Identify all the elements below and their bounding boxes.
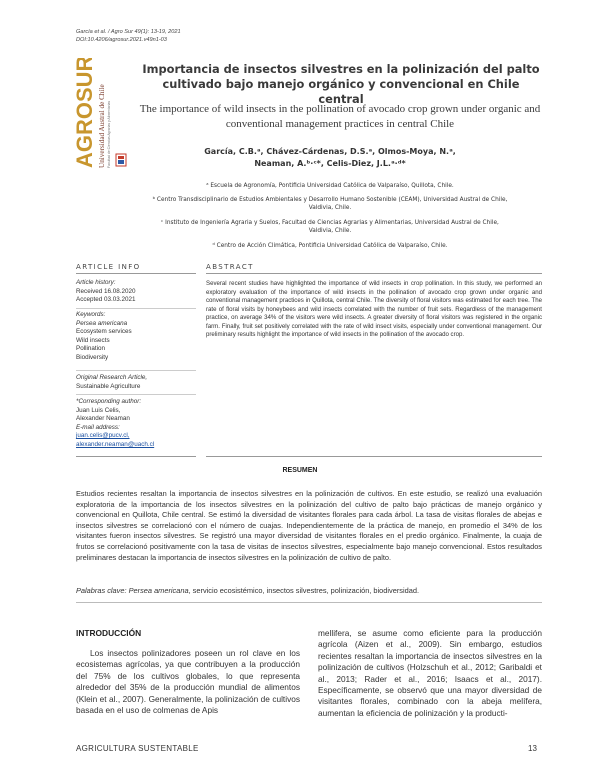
article-type-value: Sustainable Agriculture bbox=[76, 382, 141, 390]
resumen-text: Estudios recientes resaltan la importancia de insectos silvestres en la polinización de cultivos. En este estudio, se realizó una evaluación exploratoria de la importancia de los insectos silvestres en la polinización del cultivo de palto bajo prácticas de manejo orgánico y convencional en Quillota, Chile central. Se estimó la diversidad de visitantes florales para cada árbol. La tasa de visitas florales de abejas e insectos silvestres se correlacionó con el número de cuajas. Independientemente de la práctica de manejo, en promedio el 34% de los visitantes fueron insectos silvestres. Se registró una mayor diversidad de visitantes florales en el predio orgánico. Finalmente, la cuaja de frutos se correlacionó positivamente con la tasa de visitas de insectos silvestres, especialmente bajo manejo convencional. Estos resultados preliminares destacan la importancia de insectos silvestres en la polinización de cultivo de palto. bbox=[76, 489, 542, 562]
accepted-date: Accepted 03.03.2021 bbox=[76, 296, 136, 304]
palabras-clave-rest: , servicio ecosistémico, insectos silvestres, polinización, biodiversidad. bbox=[188, 586, 420, 595]
authors-line-1: García, C.B.ᵃ, Chávez-Cárdenas, D.S.ᵃ, Olmos-Moya, N.ᵃ, bbox=[204, 147, 456, 156]
logo-faculty: Facultad de Ciencias Agrarias y Alimentarias bbox=[107, 100, 111, 168]
footer-journal-section: AGRICULTURA SUSTENTABLE bbox=[76, 744, 199, 753]
email-label: E-mail address: bbox=[76, 423, 120, 431]
divider bbox=[76, 394, 196, 395]
keywords-label: Keywords: bbox=[76, 311, 106, 318]
palabras-clave-label: Palabras clave: bbox=[76, 586, 127, 595]
keyword: Wild insects bbox=[76, 336, 110, 344]
corresponding-name: Alexander Neaman bbox=[76, 415, 130, 423]
running-header bbox=[76, 28, 181, 44]
divider bbox=[76, 308, 196, 309]
divider bbox=[76, 602, 542, 603]
divider bbox=[206, 273, 542, 274]
email-link[interactable]: juan.celis@pucv.cl, bbox=[76, 432, 130, 440]
keyword: Persea americana bbox=[76, 319, 128, 327]
affiliation-c: ᶜ Instituto de Ingeniería Agraria y Suelos, Facultad de Ciencias Agrarias y Alimentarias, Universidad Austral de Chile, Valdivia, Chile. bbox=[161, 220, 499, 235]
doi: DOI:10.4206/agrosur.2021.v49n1-03 bbox=[76, 37, 167, 43]
authors-line-2: Neaman, A.ᵇ·ᶜ*, Celis-Diez, J.L.ᵃ·ᵈ* bbox=[254, 159, 406, 168]
divider bbox=[76, 456, 196, 457]
divider bbox=[206, 456, 542, 457]
article-type-label: Original Research Article, bbox=[76, 374, 148, 381]
authors bbox=[180, 146, 480, 170]
corresponding-label: *Corresponding author: bbox=[76, 398, 142, 405]
article-info-heading: ARTICLE INFO bbox=[76, 263, 141, 271]
corresponding-author bbox=[76, 398, 172, 450]
email-link[interactable]: alexander.neaman@uach.cl bbox=[76, 440, 155, 448]
affiliation-a: ᵃ Escuela de Agronomía, Pontificia Universidad Católica de Valparaíso, Quillota, Chile. bbox=[206, 183, 454, 189]
keyword: Ecosystem services bbox=[76, 328, 132, 336]
resumen-heading: RESUMEN bbox=[282, 467, 318, 474]
keyword: Pollination bbox=[76, 345, 106, 353]
article-history bbox=[76, 279, 172, 305]
citation: García et al. / Agro Sur 49(1): 13-19, 2021 bbox=[76, 29, 181, 35]
logo-wordmark: AGROSUR bbox=[72, 58, 97, 168]
logo-university: Universidad Austral de Chile bbox=[98, 84, 106, 168]
introduction-heading: INTRODUCCIÓN bbox=[76, 628, 142, 638]
page-number: 13 bbox=[528, 744, 537, 753]
intro-right-column: mellifera, se asume como eficiente para la producción agrícola (Aizen et al., 2009). Sin embargo, estudios recientes resaltan la importancia de insectos silvestres en la polinización de cultivos (Holzschuh et al., 2012; Garibaldi et al., 2013; Rader et al., 2016; Isaacs et al., 2017). Específicamente, se observó que una mayor diversidad de visitantes florales, combinado con la abeja melífera, aumentan la eficiencia de polinización y la producti- bbox=[318, 628, 542, 718]
palabras-clave bbox=[76, 586, 542, 596]
abstract-text: Several recent studies have highlighted the importance of wild insects in crop pollination. In this study, we performed an exploratory evaluation of the importance of wild insects in the pollination of avocado crop grown under organic and conventional management practices in Quillota, central Chile. The diversity of floral visitors was estimated for each tree. The rate of floral visits by honeybees and wild insects correlated with the number of fruit sets. Regardless of the management practice, on average 34% of the visitors were wild insects. A greater diversity of floral visitors was registered in the organic farm. Finally, fruit set positively correlated with the rate of wild insect visits, especially under conventional management. Our preliminary results highlight the importance of wild insects in the pollination of the avocado crop. bbox=[206, 280, 542, 339]
history-label: Article history: bbox=[76, 279, 116, 286]
intro-left-column: Los insectos polinizadores poseen un rol clave en los ecosistemas agrícolas, ya que contribuyen a la producción del 75% de los cultivos globales, lo que representa alrededor del 35% de la producción mundial de alimentos (Klein et al., 2007). Generalmente, la polinización de cultivos basada en el uso de colmenas de Apis bbox=[76, 648, 300, 716]
article-type bbox=[76, 374, 172, 391]
title-spanish: Importancia de insectos silvestres en la polinización del palto cultivado bajo manejo orgánico y convencional en Chile central bbox=[142, 62, 540, 106]
affiliation-b: ᵇ Centro Transdisciplinario de Estudios Ambientales y Desarrollo Humano Sostenible (CEAM), Universidad Austral de Chile, Valdivia, Chile. bbox=[152, 197, 508, 212]
keyword: Biodiversity bbox=[76, 353, 109, 361]
palabras-clave-first: Persea americana bbox=[128, 586, 189, 595]
divider bbox=[76, 370, 196, 371]
affiliation-d: ᵈ Centro de Acción Climática, Pontificia Universidad Católica de Valparaíso, Chile. bbox=[212, 243, 448, 249]
corresponding-name: Juan Luis Celis, bbox=[76, 406, 121, 414]
title-english: The importance of wild insects in the pollination of avocado crop grown under organic and conventional management practices in central Chile bbox=[139, 103, 541, 130]
abstract-heading: ABSTRACT bbox=[206, 263, 254, 271]
divider bbox=[76, 273, 196, 274]
received-date: Received 16.08.2020 bbox=[76, 287, 136, 295]
keywords-block bbox=[76, 311, 172, 363]
